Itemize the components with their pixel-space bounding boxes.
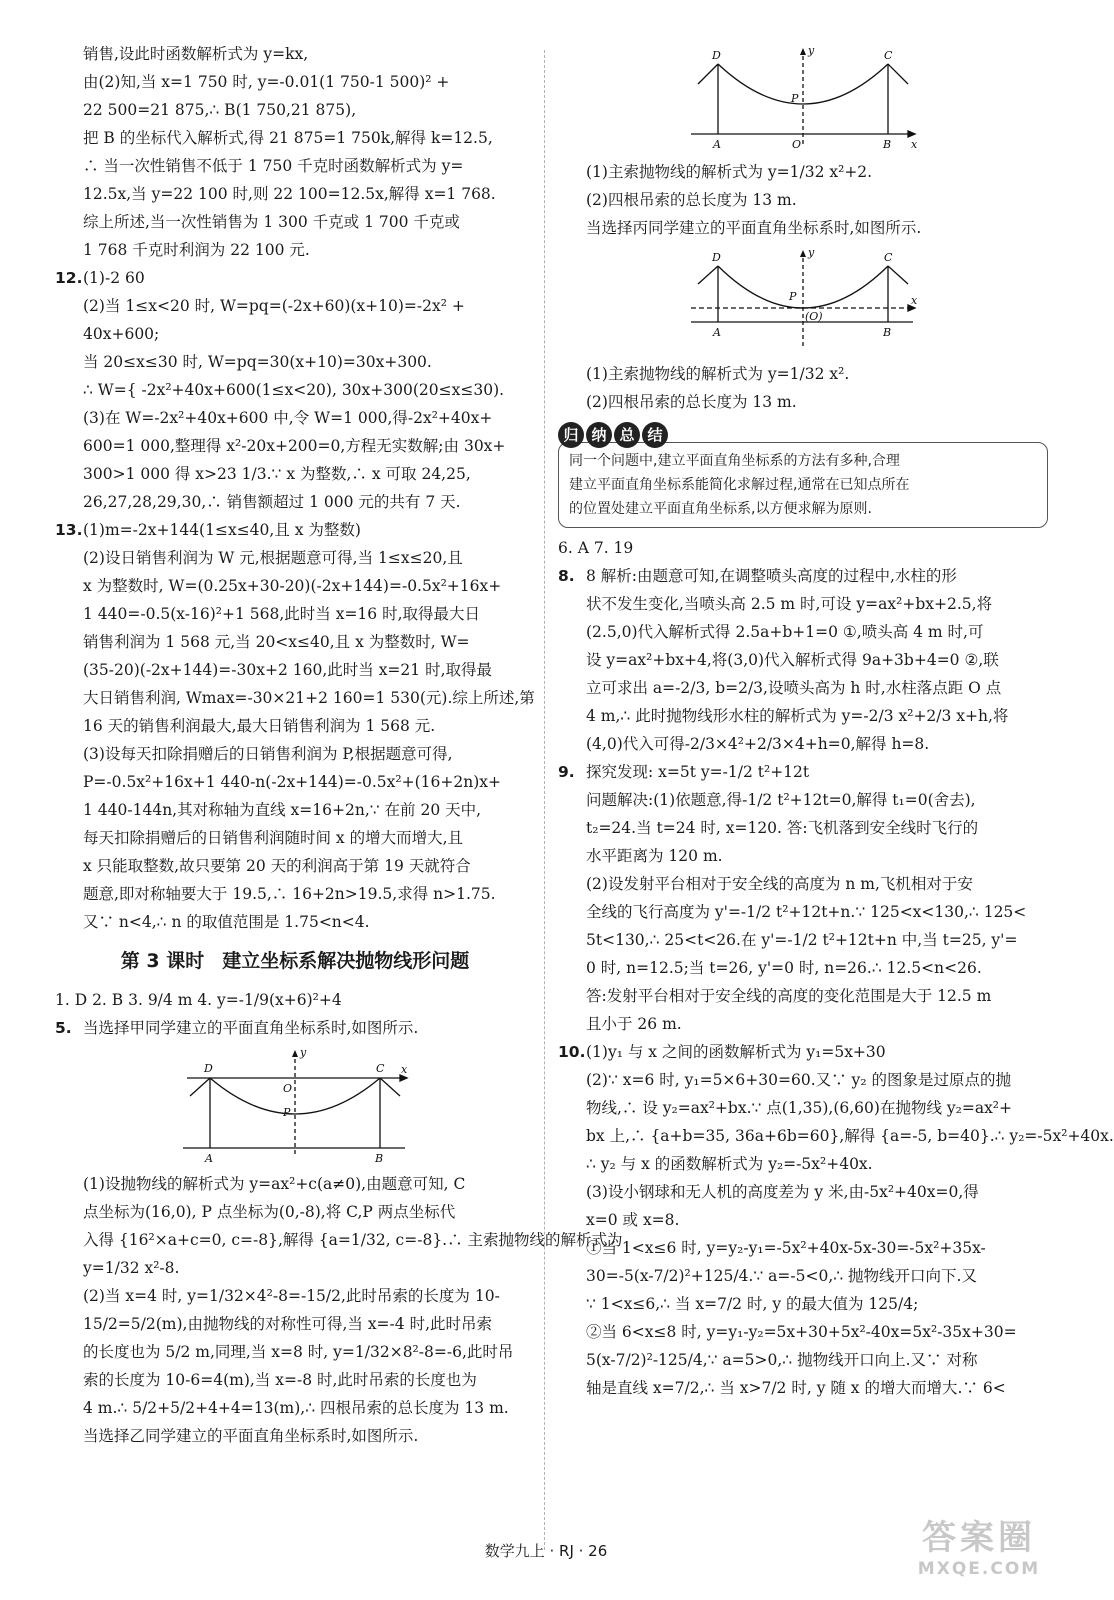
text-line: (2.5,0)代入解析式得 2.5a+b+1=0 ①,喷头高 4 m 时,可 — [586, 623, 984, 641]
text-line: (1)m=-2x+144(1≤x≤40,且 x 为整数) — [83, 521, 361, 539]
text-line: 5(x-7/2)²-125/4,∵ a=5>0,∴ 抛物线开口向上.又∵ 对称 — [586, 1351, 978, 1369]
text-line: 状不发生变化,当喷头高 2.5 m 时,可设 y=ax²+bx+2.5,将 — [586, 595, 993, 613]
label-y: y — [808, 246, 815, 259]
answers-6-7: 6. A 7. 19 — [558, 539, 634, 557]
label-A: A — [713, 326, 721, 339]
text-line: y=1/32 x²-8. — [83, 1259, 180, 1277]
watermark-url: MXQE.COM — [917, 1559, 1041, 1579]
label-C: C — [376, 1062, 385, 1075]
text-line: (2)设日销售利润为 W 元,根据题意可得,当 1≤x≤20,且 — [83, 549, 463, 567]
text-line: (3)设小钢球和无人机的高度差为 y 米,由-5x²+40x=0,得 — [586, 1183, 979, 1201]
summary-title-char: 纳 — [586, 422, 612, 448]
text-line: (35-20)(-2x+144)=-30x+2 160,此时当 x=21 时,取得最 — [83, 661, 492, 679]
yi-solution — [558, 158, 1048, 242]
text-line: 点坐标为(16,0), P 点坐标为(0,-8),将 C,P 两点坐标代 — [83, 1203, 456, 1221]
label-O: O — [792, 138, 802, 151]
label-B: B — [883, 326, 892, 339]
text-line: 全线的飞行高度为 y'=-1/2 t²+12t+n.∵ 125<x<130,∴ 125< — [586, 903, 1027, 921]
text-line: 1 440-144n,其对称轴为直线 x=16+2n,∵ 在前 20 天中, — [83, 801, 482, 819]
text-line: ②当 6<x≤8 时, y=y₁-y₂=5x+30+5x²-40x=5x²-35x+30= — [586, 1323, 1017, 1341]
answers-1-4: 1. D 2. B 3. 9/4 m 4. y=-1/9(x+6)²+4 — [55, 991, 342, 1009]
figure-bing — [683, 246, 923, 356]
text-line: 销售,设此时函数解析式为 y=kx, — [83, 45, 309, 63]
problem-5 — [55, 1014, 623, 1450]
text-line: 当选择甲同学建立的平面直角坐标系时,如图所示. — [83, 1019, 419, 1037]
text-line: x 为整数时, W=(0.25x+30-20)(-2x+144)=-0.5x²+16x+ — [83, 577, 502, 595]
text-line: 由(2)知,当 x=1 750 时, y=-0.01(1 750-1 500)² + — [83, 73, 450, 91]
summary-title-char: 归 — [558, 422, 584, 448]
text-line: 8 解析:由题意可知,在调整喷头高度的过程中,水柱的形 — [586, 567, 957, 585]
text-line: 当选择乙同学建立的平面直角坐标系时,如图所示. — [83, 1427, 419, 1445]
anchor-cable-left — [698, 266, 718, 284]
problem-number: 8. — [558, 567, 575, 585]
text-line: (2)四根吊索的总长度为 13 m. — [586, 393, 797, 411]
text-line: 设 y=ax²+bx+4,将(3,0)代入解析式得 9a+3b+4=0 ②,联 — [586, 651, 999, 669]
text-line: x 只能取整数,故只要第 20 天的利润高于第 19 天就符合 — [83, 857, 471, 875]
main-cable-parabola — [718, 64, 888, 104]
text-line: (4,0)代入可得-2/3×4²+2/3×4+h=0,解得 h=8. — [586, 735, 930, 753]
text-line: P=-0.5x²+16x+1 440-n(-2x+144)=-0.5x²+(16+2n)x+ — [83, 773, 501, 791]
label-x: x — [401, 1063, 408, 1076]
text-line: 30=-5(x-7/2)²+125/4.∵ a=-5<0,∴ 抛物线开口向下.又 — [586, 1267, 977, 1285]
text-line: (1)y₁ 与 x 之间的函数解析式为 y₁=5x+30 — [586, 1043, 886, 1061]
text-line: 4 m.∴ 5/2+5/2+4+4=13(m),∴ 四根吊索的总长度为 13 m. — [83, 1399, 509, 1417]
text-line: bx 上,∴ {a+b=35, 36a+6b=60},解得 {a=-5, b=40}.∴ y₂=-5x²+40x. — [586, 1127, 1114, 1145]
figure-jia — [175, 1046, 415, 1166]
anchor-cable-right — [380, 1078, 400, 1096]
label-y: y — [808, 44, 815, 57]
label-O: O — [283, 1082, 293, 1095]
problem-number: 13. — [55, 521, 83, 539]
label-B: B — [375, 1152, 384, 1165]
text-line: 且小于 26 m. — [586, 1015, 682, 1033]
text-line: 当选择丙同学建立的平面直角坐标系时,如图所示. — [586, 219, 922, 237]
anchor-cable-left — [190, 1078, 210, 1096]
text-line: ∴ y₂ 与 x 的函数解析式为 y₂=-5x²+40x. — [586, 1155, 873, 1173]
section-title: 建立坐标系解决抛物线形问题 — [222, 950, 470, 972]
text-line: 把 B 的坐标代入解析式,得 21 875=1 750k,解得 k=12.5, — [83, 129, 493, 147]
text-line: (2)∵ x=6 时, y₁=5×6+30=60.又∵ y₂ 的图象是过原点的抛 — [586, 1071, 1011, 1089]
label-y: y — [300, 1046, 307, 1059]
text-line: 探究发现: x=5t y=-1/2 t²+12t — [586, 763, 810, 781]
right-column — [558, 40, 1114, 1402]
x-axis-arrow — [908, 131, 915, 137]
problem-8 — [558, 562, 1048, 758]
summary-content — [558, 442, 1048, 528]
summary-line: 的位置处建立平面直角坐标系,以方便求解为原则. — [569, 501, 872, 517]
text-line: 入得 {16²×a+c=0, c=-8},解得 {a=1/32, c=-8}.∴ 主索抛物线的解析式为 — [83, 1231, 623, 1249]
text-line: 4 m,∴ 此时抛物线形水柱的解析式为 y=-2/3 x²+2/3 x+h,将 — [586, 707, 1009, 725]
watermark-text: 答案圈 — [922, 1518, 1036, 1558]
problem-11-continued — [55, 40, 535, 264]
text-line: 1 440=-0.5(x-16)²+1 568,此时当 x=16 时,取得最大日 — [83, 605, 481, 623]
anchor-cable-right — [888, 64, 908, 84]
text-line: 销售利润为 1 568 元,当 20<x≤40,且 x 为整数时, W= — [83, 633, 470, 651]
problem-number: 12. — [55, 269, 83, 287]
text-line: (3)设每天扣除捐赠后的日销售利润为 P,根据题意可得, — [83, 745, 453, 763]
text-line: 又∵ n<4,∴ n 的取值范围是 1.75<n<4. — [83, 913, 370, 931]
text-line: (2)四根吊索的总长度为 13 m. — [586, 191, 797, 209]
problem-13 — [55, 516, 535, 936]
text-line: 0 时, n=12.5;当 t=26, y'=0 时, n=26.∴ 12.5<n<26. — [586, 959, 982, 977]
label-x: x — [911, 138, 918, 151]
problem-12 — [55, 264, 535, 516]
summary-title-char: 总 — [614, 422, 640, 448]
text-line: 轴是直线 x=7/2,∴ 当 x>7/2 时, y 随 x 的增大而增大.∵ 6< — [586, 1379, 1006, 1397]
text-line: (1)主索抛物线的解析式为 y=1/32 x²+2. — [586, 163, 873, 181]
label-P: P — [791, 92, 799, 105]
label-B: B — [883, 138, 892, 151]
label-P: P — [283, 1106, 291, 1119]
problem-10 — [558, 1038, 1114, 1402]
text-line: 15/2=5/2(m),由抛物线的对称性可得,当 x=-4 时,此时吊索 — [83, 1315, 492, 1333]
column-divider — [544, 50, 545, 1550]
text-line: ∴ W={ -2x²+40x+600(1≤x<20), 30x+300(20≤x≤30). — [83, 381, 505, 399]
label-D: D — [712, 49, 721, 62]
text-line: (1)-2 60 — [83, 269, 145, 287]
section-label: 第 3 课时 — [120, 950, 205, 972]
text-line: 答:发射平台相对于安全线的高度的变化范围是大于 12.5 m — [586, 987, 992, 1005]
label-D: D — [712, 251, 721, 264]
section-heading — [55, 940, 535, 982]
summary-line: 同一个问题中,建立平面直角坐标系的方法有多种,合理 — [569, 453, 900, 469]
text-line: (3)在 W=-2x²+40x+600 中,令 W=1 000,得-2x²+40x+ — [83, 409, 493, 427]
figure-yi — [683, 44, 923, 154]
label-x: x — [911, 294, 918, 307]
text-line: 当 20≤x≤30 时, W=pq=30(x+10)=30x+300. — [83, 353, 432, 371]
label-D: D — [204, 1062, 213, 1075]
text-line: 综上所述,当一次性销售为 1 300 千克或 1 700 千克或 — [83, 213, 460, 231]
y-axis-arrow — [800, 250, 806, 257]
text-line: 40x+600; — [83, 325, 160, 343]
watermark-logo — [884, 1518, 1074, 1580]
summary-line: 建立平面直角坐标系能简化求解过程,通常在已知点所在 — [569, 477, 910, 493]
label-O: (O) — [805, 310, 823, 323]
text-line: (1)设抛物线的解析式为 y=ax²+c(a≠0),由题意可知, C — [83, 1175, 466, 1193]
text-line: x=0 或 x=8. — [586, 1211, 680, 1229]
text-line: (2)设发射平台相对于安全线的高度为 n m,飞机相对于安 — [586, 875, 973, 893]
text-line: (2)当 x=4 时, y=1/32×4²-8=-15/2,此时吊索的长度为 10- — [83, 1287, 500, 1305]
text-line: 立可求出 a=-2/3, b=2/3,设喷头高为 h 时,水柱落点距 O 点 — [586, 679, 1002, 697]
text-line: ∴ 当一次性销售不低于 1 750 千克时函数解析式为 y= — [83, 157, 464, 175]
summary-title-char: 结 — [642, 422, 668, 448]
text-line: 的长度也为 5/2 m,同理,当 x=8 时, y=1/32×8²-8=-6,此时吊 — [83, 1343, 514, 1361]
anchor-cable-left — [698, 64, 718, 84]
label-C: C — [884, 49, 893, 62]
summary-box — [558, 422, 1048, 528]
text-line: 300>1 000 得 x>23 1/3.∵ x 为整数,∴ x 可取 24,25, — [83, 465, 471, 483]
text-line: 600=1 000,整理得 x²-20x+200=0,方程无实数解;由 30x+ — [83, 437, 506, 455]
text-line: 水平距离为 120 m. — [586, 847, 723, 865]
problem-number: 10. — [558, 1043, 586, 1061]
text-line: 26,27,28,29,30,∴ 销售额超过 1 000 元的共有 7 天. — [83, 493, 461, 511]
text-line: t₂=24.当 t=24 时, x=120. 答:飞机落到安全线时飞行的 — [586, 819, 979, 837]
text-line: 12.5x,当 y=22 100 时,则 22 100=12.5x,解得 x=1 768. — [83, 185, 496, 203]
y-axis-arrow — [800, 48, 806, 55]
text-line: ∵ 1<x≤6,∴ 当 x=7/2 时, y 的最大值为 125/4; — [586, 1295, 919, 1313]
text-line: 22 500=21 875,∴ B(1 750,21 875), — [83, 101, 357, 119]
text-line: 大日销售利润, Wmax=-30×21+2 160=1 530(元).综上所述,第 — [83, 689, 535, 707]
text-line: 1 768 千克时利润为 22 100 元. — [83, 241, 310, 259]
text-line: (1)主索抛物线的解析式为 y=1/32 x². — [586, 365, 850, 383]
text-line: 5t<130,∴ 25<t<26.在 y'=-1/2 t²+12t+n 中,当 t=25, y'= — [586, 931, 1018, 949]
anchor-cable-right — [888, 266, 908, 284]
text-line: (2)当 1≤x<20 时, W=pq=(-2x+60)(x+10)=-2x² + — [83, 297, 465, 315]
text-line: ①当 1<x≤6 时, y=y₂-y₁=-5x²+40x-5x-30=-5x²+35x- — [586, 1239, 986, 1257]
y-axis-arrow — [292, 1050, 298, 1057]
label-C: C — [884, 251, 893, 264]
bing-solution — [558, 360, 1048, 416]
label-P: P — [789, 290, 797, 303]
problem-number: 9. — [558, 763, 575, 781]
text-line: 问题解决:(1)依题意,得-1/2 t²+12t=0,解得 t₁=0(舍去), — [586, 791, 976, 809]
text-line: 每天扣除捐赠后的日销售利润随时间 x 的增大而增大,且 — [83, 829, 464, 847]
label-A: A — [713, 138, 721, 151]
text-line: 索的长度为 10-6=4(m),当 x=-8 时,此时吊索的长度也为 — [83, 1371, 477, 1389]
text-line: 物线,∴ 设 y₂=ax²+bx.∵ 点(1,35),(6,60)在抛物线 y₂=ax²+ — [586, 1099, 1013, 1117]
page-footer: 数学九上 · RJ · 26 — [484, 1542, 608, 1560]
problem-9 — [558, 758, 1048, 1038]
text-line: 16 天的销售利润最大,最大日销售利润为 1 568 元. — [83, 717, 436, 735]
problem-number: 5. — [55, 1019, 72, 1037]
label-A: A — [205, 1152, 213, 1165]
text-line: 题意,即对称轴要大于 19.5,∴ 16+2n>19.5,求得 n>1.75. — [83, 885, 496, 903]
